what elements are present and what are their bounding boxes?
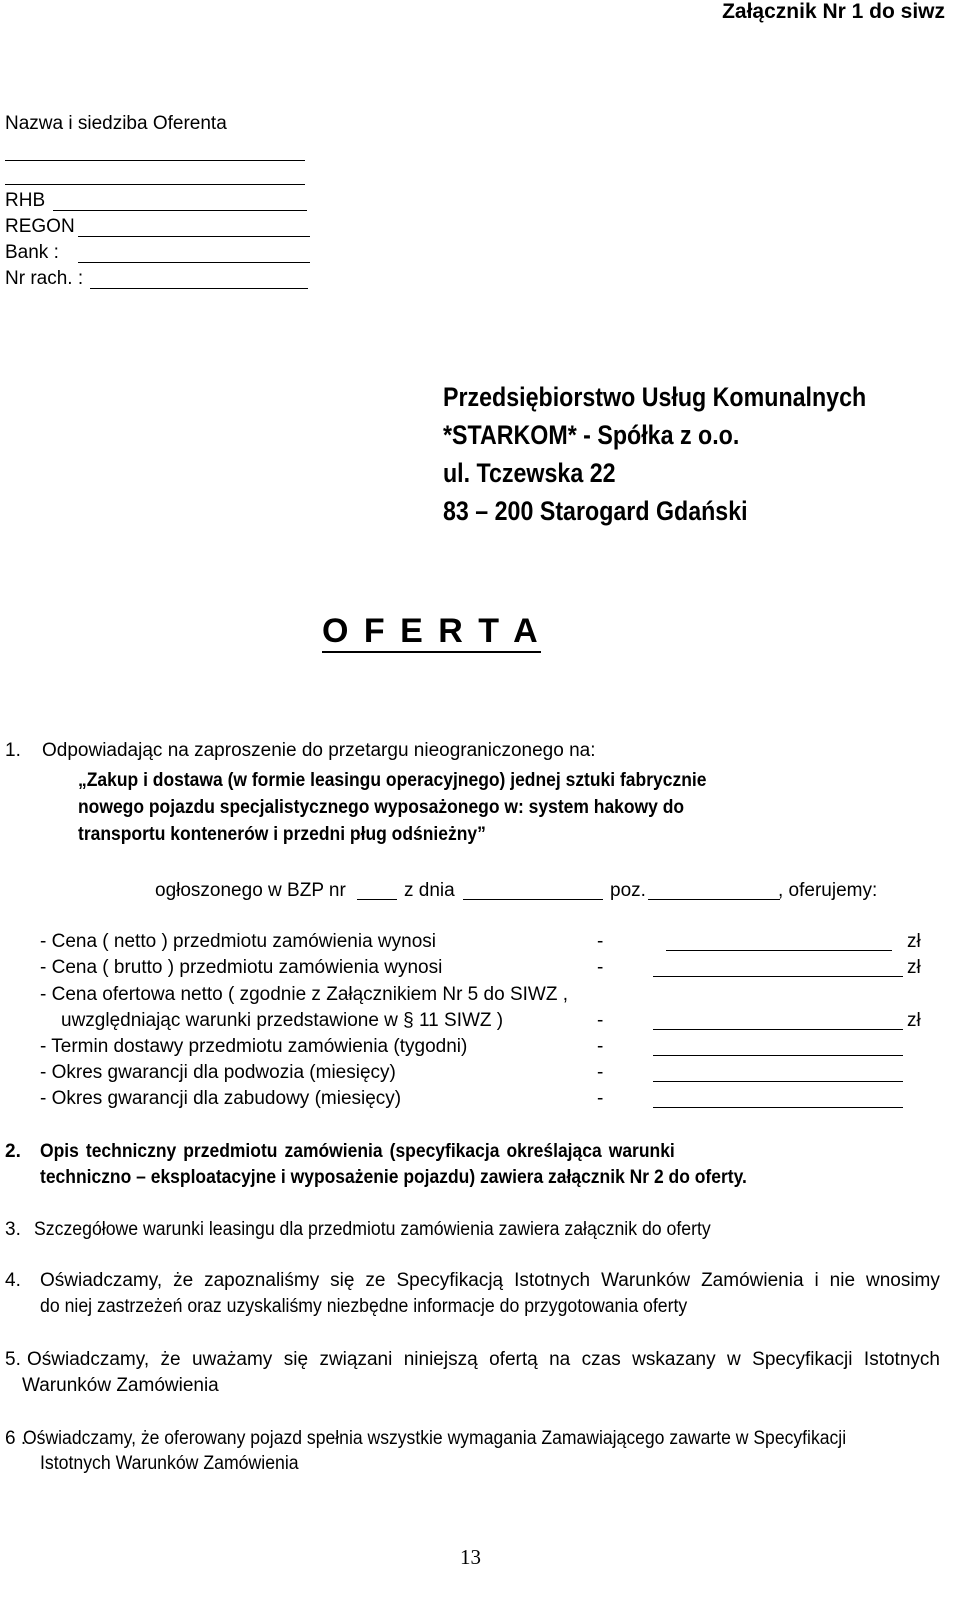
procurement-subject: [78, 767, 706, 848]
section-4-line-2: do niej zastrzeżeń oraz uzyskaliśmy niezbędne informacje do przygotowania oferty: [40, 1296, 688, 1317]
body-warranty-field[interactable]: [653, 1107, 903, 1108]
net-price-field[interactable]: [666, 950, 892, 951]
section-4-word: Zamówienia: [701, 1270, 804, 1291]
bzp-number-field[interactable]: [357, 899, 397, 900]
section-5-word: czas: [581, 1349, 621, 1370]
rhb-field[interactable]: [53, 210, 307, 211]
section-6-line-1: Oświadczamy, że oferowany pojazd spełnia wszystkie wymagania Zamawiającego zawarte w Specyfikacji: [23, 1428, 847, 1449]
regon-label: REGON: [5, 216, 75, 237]
delivery-term-field[interactable]: [653, 1055, 903, 1056]
delivery-term-label: - Termin dostawy przedmiotu zamówienia (tygodni): [40, 1036, 468, 1057]
date-field[interactable]: [463, 899, 603, 900]
section-5-number: 5.: [5, 1349, 21, 1370]
net-price-label: - Cena ( netto ) przedmiotu zamówienia wynosi: [40, 931, 437, 952]
chassis-warranty-label: - Okres gwarancji dla podwozia (miesięcy): [40, 1062, 396, 1083]
section-5-word: Istotnych: [863, 1349, 940, 1370]
chassis-warranty-dash: -: [597, 1062, 604, 1083]
section-5-word: w: [727, 1349, 741, 1370]
section-5-word: że: [160, 1349, 181, 1370]
bank-label: Bank :: [5, 242, 59, 263]
net-price-dash: -: [597, 931, 604, 952]
section-4-word: wnosimy: [865, 1270, 940, 1291]
section-4-word: Warunków: [601, 1270, 691, 1291]
section-1-number: 1.: [5, 740, 21, 761]
recipient-line-4: 83 – 200 Starogard Gdański: [443, 496, 748, 526]
bank-field[interactable]: [78, 262, 310, 263]
section-5-word: na: [549, 1349, 571, 1370]
section-4-word: się: [330, 1270, 355, 1291]
section-5-line-2: Warunków Zamówienia: [22, 1375, 219, 1396]
section-3-number: 3.: [5, 1219, 21, 1240]
section-4-number: 4.: [5, 1270, 21, 1291]
bidder-name-label: Nazwa i siedziba Oferenta: [5, 113, 227, 134]
section-2-number: 2.: [5, 1141, 21, 1162]
section-4-word: ze: [365, 1270, 386, 1291]
section-5-word: uważamy: [192, 1349, 273, 1370]
recipient-line-1: Przedsiębiorstwo Usług Komunalnych: [443, 382, 867, 412]
section-4-word: Specyfikacją: [396, 1270, 504, 1291]
recipient-line-2: *STARKOM* - Spółka z o.o.: [443, 420, 740, 450]
offer-net-price-label-2: uwzględniając warunki przedstawione w § 11 SIWZ ): [61, 1010, 504, 1031]
rhb-label: RHB: [5, 190, 46, 211]
position-field[interactable]: [648, 899, 780, 900]
gross-price-field[interactable]: [653, 976, 903, 977]
body-warranty-dash: -: [597, 1088, 604, 1109]
section-4-word: i: [814, 1270, 819, 1291]
section-5-line-1: [27, 1349, 940, 1371]
appendix-title: Załącznik Nr 1 do siwz: [722, 0, 945, 23]
section-4-word: nie: [829, 1270, 856, 1291]
section-3-text: Szczegółowe warunki leasingu dla przedmiotu zamówienia zawiera załącznik do oferty: [34, 1219, 711, 1240]
net-price-currency: zł: [907, 931, 921, 952]
body-warranty-label: - Okres gwarancji dla zabudowy (miesięcy): [40, 1088, 402, 1109]
date-label: z dnia: [404, 880, 455, 901]
subject-line-2: nowego pojazdu specjalistycznego wyposażonego w: system hakowy do: [78, 797, 685, 818]
position-label: poz.: [610, 880, 646, 901]
recipient-line-3: ul. Tczewska 22: [443, 458, 616, 488]
section-4-word: zapoznaliśmy: [204, 1270, 320, 1291]
section-5-word: niniejszą: [403, 1349, 478, 1370]
section-5-word: wskazany: [632, 1349, 716, 1370]
section-5-word: Oświadczamy,: [27, 1349, 150, 1370]
offer-net-price-currency: zł: [907, 1010, 921, 1031]
section-4-line-1: [40, 1270, 940, 1292]
gross-price-label: - Cena ( brutto ) przedmiotu zamówienia wynosi: [40, 957, 443, 978]
subject-line-1: „Zakup i dostawa (w formie leasingu operacyjnego) jednej sztuki fabrycznie: [78, 770, 707, 791]
bidder-name-field-1[interactable]: [5, 160, 305, 161]
announcement-prefix: ogłoszonego w BZP nr: [155, 880, 346, 901]
section-6-line-2: Istotnych Warunków Zamówienia: [40, 1453, 299, 1474]
offer-title: O F E R T A: [322, 612, 541, 653]
section-4-word: Oświadczamy,: [40, 1270, 163, 1291]
section-6-number: 6 .: [5, 1428, 27, 1449]
section-1-intro: Odpowiadając na zaproszenie do przetargu nieograniczonego na:: [42, 740, 596, 761]
section-4-word: Istotnych: [514, 1270, 591, 1291]
section-5-word: związani: [319, 1349, 393, 1370]
chassis-warranty-field[interactable]: [653, 1081, 903, 1082]
regon-field[interactable]: [78, 236, 310, 237]
recipient-address: [443, 378, 935, 530]
section-5-word: Specyfikacji: [752, 1349, 853, 1370]
offer-net-price-label-1: - Cena ofertowa netto ( zgodnie z Załącznikiem Nr 5 do SIWZ ,: [40, 984, 568, 1005]
offer-net-price-dash: -: [597, 1010, 604, 1031]
bidder-name-field-2[interactable]: [5, 184, 305, 185]
section-2-line-2: techniczno – eksploatacyjne i wyposażenie pojazdu) zawiera załącznik Nr 2 do oferty.: [40, 1167, 747, 1188]
section-4-word: że: [173, 1270, 194, 1291]
section-5-word: się: [283, 1349, 309, 1370]
offer-net-price-field[interactable]: [653, 1029, 903, 1030]
account-field[interactable]: [90, 288, 308, 289]
subject-line-3: transportu kontenerów i przedni pług odśnieżny”: [78, 824, 486, 845]
offer-suffix: , oferujemy:: [778, 880, 878, 901]
account-label: Nr rach. :: [5, 268, 84, 289]
gross-price-dash: -: [597, 957, 604, 978]
delivery-term-dash: -: [597, 1036, 604, 1057]
gross-price-currency: zł: [907, 957, 921, 978]
section-2-line-1: Opis techniczny przedmiotu zamówienia (specyfikacja określająca warunki: [40, 1141, 675, 1162]
page-number: 13: [460, 1545, 481, 1569]
section-5-word: ofertą: [489, 1349, 538, 1370]
